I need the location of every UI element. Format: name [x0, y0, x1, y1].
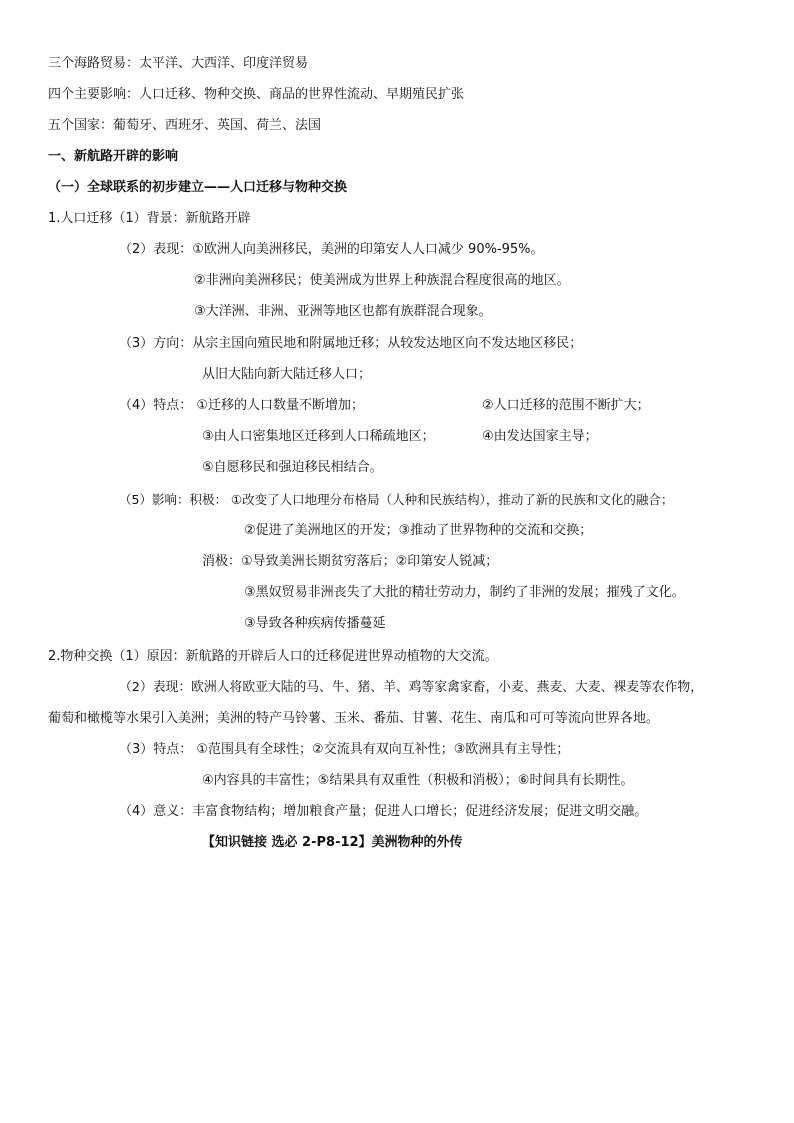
migration-direction-2: 从旧大陆向新大陆迁移人口； [202, 367, 372, 382]
migration-feature-2b: ④由发达国家主导； [482, 429, 598, 444]
migration-performance-2: ②非洲向美洲移民；使美洲成为世界上种族混合程度很高的地区。 [194, 273, 570, 288]
migration-effect-2: ②促进了美洲地区的开发；③推动了世界物种的交流和交换； [244, 523, 593, 538]
exchange-meaning: （4）意义：丰富食物结构；增加粮食产量；促进人口增长；促进经济发展；促进文明交融。 [119, 804, 648, 819]
impacts-line: 四个主要影响：人口迁移、物种交换、商品的世界性流动、早期殖民扩张 [48, 87, 465, 102]
migration-effect-4: ③黑奴贸易非洲丧失了大批的精壮劳动力，制约了非洲的发展；摧残了文化。 [244, 585, 685, 600]
migration-direction-1: （3）方向：从宗主国向殖民地和附属地迁移；从较发达地区向不发达地区移民； [119, 336, 583, 351]
exchange-performance-2: 葡萄和橄榄等水果引入美洲；美洲的特产马铃薯、玉米、番茄、甘薯、花生、南瓜和可可等流向世界各地。 [48, 711, 660, 726]
exchange-heading: 2.物种交换（1）原因：新航路的开辟后人口的迁移促进世界动植物的大交流。 [48, 649, 498, 664]
subsection-title: （一）全球联系的初步建立——人口迁移与物种交换 [48, 180, 348, 195]
migration-feature-2a: ③由人口密集地区迁移到人口稀疏地区； [202, 429, 435, 444]
section-title: 一、新航路开辟的影响 [48, 149, 179, 164]
migration-performance-1: （2）表现：①欧洲人向美洲移民，美洲的印第安人人口减少 90%-95%。 [119, 242, 544, 257]
knowledge-link: 【知识链接 选必 2-P8-12】美洲物种的外传 [202, 835, 463, 850]
migration-performance-3: ③大洋洲、非洲、亚洲等地区也都有族群混合现象。 [194, 304, 492, 319]
migration-effect-5: ③导致各种疾病传播蔓延 [244, 616, 386, 631]
migration-effect-3: 消极：①导致美洲长期贫穷落后；②印第安人锐减； [202, 554, 499, 569]
migration-feature-3: ⑤自愿移民和强迫移民相结合。 [202, 460, 383, 475]
exchange-feature-2: ④内容具的丰富性；⑤结果具有双重性（积极和消极）；⑥时间具有长期性。 [202, 773, 634, 788]
countries-line: 五个国家：葡萄牙、西班牙、英国、荷兰、法国 [48, 118, 322, 133]
migration-feature-1b: ②人口迁移的范围不断扩大； [482, 398, 650, 413]
exchange-performance-1: （2）表现：欧洲人将欧亚大陆的马、牛、猪、羊、鸡等家禽家畜，小麦、燕麦、大麦、裸麦等农作物， [119, 680, 704, 695]
migration-feature-1a: （4）特点： ①迁移的人口数量不断增加； [119, 398, 365, 413]
sea-routes-line: 三个海路贸易：太平洋、大西洋、印度洋贸易 [48, 56, 309, 71]
migration-heading: 1.人口迁移（1）背景：新航路开辟 [48, 211, 251, 226]
migration-effect-1: （5）影响：积极： ①改变了人口地理分布格局（人种和民族结构），推动了新的民族和文化的融合； [119, 492, 674, 507]
exchange-feature-1: （3）特点： ①范围具有全球性；②交流具有双向互补性；③欧洲具有主导性； [119, 742, 570, 757]
